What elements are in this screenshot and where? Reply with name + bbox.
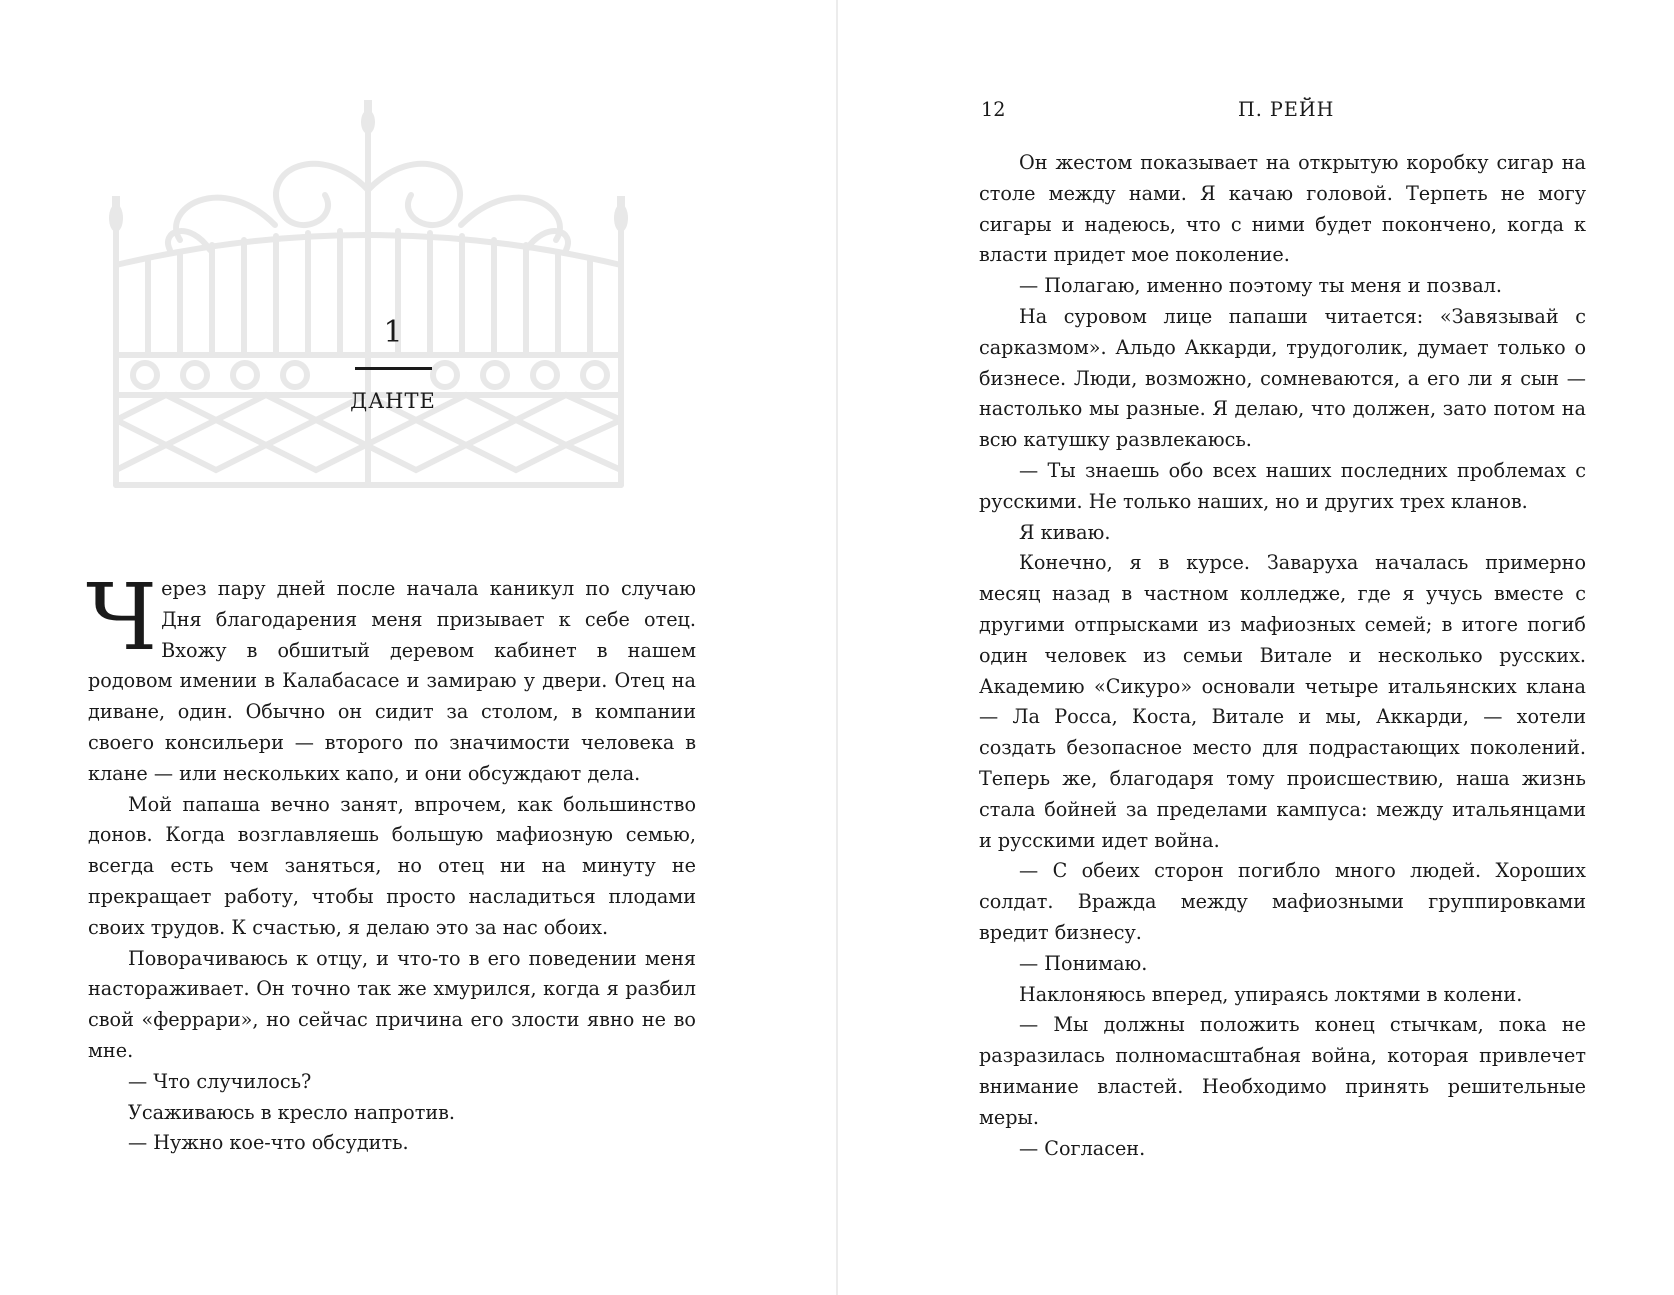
paragraph: — Понимаю. (1019, 951, 1148, 975)
page-number: 12 (981, 98, 1006, 121)
drop-cap: Ч (86, 564, 158, 671)
chapter-divider (355, 367, 432, 370)
paragraph-text: ерез пару дней после начала каникул по случаю Дня благодарения меня призывает к себе отец. Вхожу в обшитый деревом кабинет в нашем родовом имении в Калабасасе и замираю у двери. Отец на диване, один. Обычно он сидит за столом, в компании своего консильери — второго по значимости человека в клане — или нескольких капо, и они обсуждают дела. (88, 577, 696, 785)
paragraph: Мой папаша вечно занят, впрочем, как большинство донов. Когда возглавляешь большую мафиозную семью, всегда есть чем заняться, но отец ни на минуту не прекращает работу, чтобы просто насладиться плодами своих трудов. К счастью, я делаю это за нас обоих. (88, 792, 696, 939)
running-head-author: П. РЕЙН (1238, 98, 1335, 121)
paragraph (86, 564, 696, 790)
paragraph: — Что случилось? (128, 1069, 312, 1093)
ornamental-gate-icon (100, 100, 674, 520)
chapter-title: ДАНТЕ (350, 389, 436, 413)
paragraph: — Ты знаешь обо всех наших последних проблемах с русскими. Не только наших, но и других трех кланов. (979, 458, 1586, 513)
paragraph: — Полагаю, именно поэтому ты меня и позвал. (1019, 274, 1502, 298)
paragraph: Усаживаюсь в кресло напротив. (128, 1100, 456, 1124)
paragraph: Он жестом показывает на открытую коробку сигар на столе между нами. Я качаю головой. Терпеть не могу сигары и надеюсь, что с ними будет покончено, когда к власти придет мое поколение. (979, 151, 1586, 267)
left-page (0, 0, 836, 1295)
paragraph: На суровом лице папаши читается: «Завязывай с сарказмом». Альдо Аккарди, трудоголик, думает только о бизнесе. Люди, возможно, сомневаются, а его ли я сын — настолько мы разные. Я делаю, что должен, зато потом на всю катушку развлекаюсь. (979, 304, 1586, 452)
paragraph: — С обеих сторон погибло много людей. Хороших солдат. Вражда между мафиозными группировками вредит бизнесу. (979, 859, 1586, 944)
paragraph: Поворачиваюсь к отцу, и что-то в его поведении меня настораживает. Он точно так же хмурился, когда я разбил свой «феррари», но сейчас причина его злости явно не во мне. (88, 946, 696, 1062)
paragraph: — Мы должны положить конец стычкам, пока не разразилась полномасштабная война, которая привлечет внимание властей. Необходимо принять решительные меры. (979, 1013, 1586, 1129)
right-page-body (979, 148, 1586, 1164)
paragraph: — Нужно кое-что обсудить. (128, 1131, 409, 1155)
paragraph: Наклоняюсь вперед, упираясь локтями в колени. (1019, 982, 1523, 1006)
paragraph: Я киваю. (1019, 520, 1111, 544)
paragraph: Конечно, я в курсе. Заваруха началась примерно месяц назад в частном колледже, где я учусь вместе с другими отпрысками из мафиозных семей; в итоге погиб один человек из семьи Витале и несколько русских. Академию «Сикуро» основали четыре итальянских клана — Ла Росса, Коста, Витале и мы, Аккарди, — хотели создать безопасное место для подрастающих поколений. Теперь же, благодаря тому происшествию, наша жизнь стала бойней за пределами кампуса: между итальянцами и русскими идет война. (979, 551, 1586, 852)
chapter-number: 1 (383, 315, 403, 350)
paragraph: — Согласен. (1019, 1136, 1146, 1160)
right-page (838, 0, 1674, 1295)
left-page-body (86, 564, 696, 1159)
